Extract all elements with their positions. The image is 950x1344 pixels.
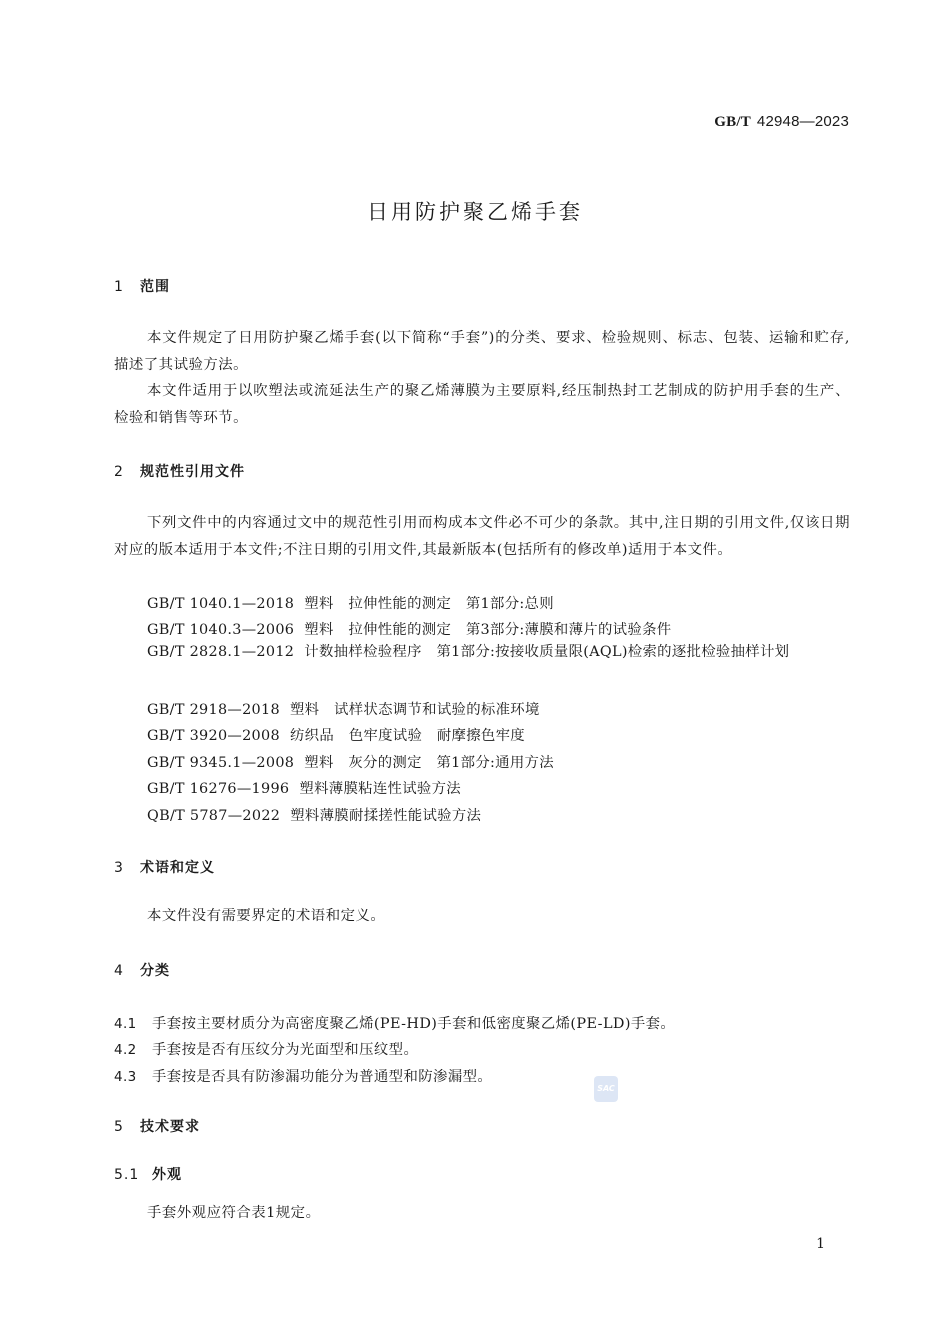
section-5-heading [114, 1116, 200, 1136]
clause-4-2 [114, 1038, 418, 1059]
reference-item [147, 804, 481, 825]
reference-item [147, 724, 525, 745]
document-title: 日用防护聚乙烯手套 [367, 200, 583, 224]
sac-watermark-logo: SAC [594, 1076, 618, 1102]
reference-code: GB/T 2828.1—2012 [147, 644, 295, 660]
reference-code: GB/T 16276—1996 [147, 781, 290, 797]
section-3-heading [114, 857, 215, 877]
reference-title: 塑料 拉伸性能的测定 第3部分:薄膜和薄片的试验条件 [304, 622, 672, 638]
standard-prefix: GB/T [714, 114, 751, 130]
section-title: 分类 [140, 963, 170, 979]
section-4-heading [114, 960, 170, 980]
reference-code: GB/T 1040.1—2018 [147, 596, 295, 612]
clause-text: 手套按是否有压纹分为光面型和压纹型。 [152, 1042, 419, 1058]
reference-item [147, 698, 540, 719]
clause-4-3 [114, 1065, 492, 1086]
clause-text: 手套按主要材质分为高密度聚乙烯(PE-HD)手套和低密度聚乙烯(PE-LD)手套。 [152, 1016, 676, 1032]
section-number: 5 [114, 1119, 124, 1135]
reference-code: GB/T 9345.1—2008 [147, 755, 295, 771]
reference-item [147, 592, 554, 613]
normative-references-intro: 下列文件中的内容通过文中的规范性引用而构成本文件必不可少的条款。其中,注日期的引用文件,仅该日期对应的版本适用于本文件;不注日期的引用文件,其最新版本(包括所有的修改单)适用于本文件。 [114, 515, 850, 558]
scope-paragraph-2: 本文件适用于以吹塑法或流延法生产的聚乙烯薄膜为主要原料,经压制热封工艺制成的防护用手套的生产、检验和销售等环节。 [114, 383, 850, 426]
section-title: 技术要求 [140, 1119, 200, 1135]
reference-code: GB/T 3920—2008 [147, 728, 280, 744]
reference-title: 计数抽样检验程序 第1部分:按接收质量限(AQL)检索的逐批检验抽样计划 [304, 644, 790, 660]
reference-title: 塑料薄膜耐揉搓性能试验方法 [290, 808, 482, 824]
reference-item [147, 777, 461, 798]
section-title: 术语和定义 [140, 860, 215, 876]
section-title: 范围 [140, 279, 170, 295]
page-number: 1 [816, 1236, 825, 1252]
section-title: 规范性引用文件 [140, 464, 245, 480]
reference-item [147, 618, 671, 639]
reference-title: 纺织品 色牢度试验 耐摩擦色牢度 [289, 728, 525, 744]
reference-title: 塑料 灰分的测定 第1部分:通用方法 [304, 755, 554, 771]
clause-number: 4.3 [114, 1069, 137, 1085]
reference-code: GB/T 2918—2018 [147, 702, 280, 718]
reference-item [147, 751, 554, 772]
section-1-heading [114, 276, 170, 296]
subsection-5-1-heading [114, 1164, 182, 1184]
clause-number: 4.2 [114, 1042, 137, 1058]
scope-paragraph-1: 本文件规定了日用防护聚乙烯手套(以下简称“手套”)的分类、要求、检验规则、标志、包装、运输和贮存,描述了其试验方法。 [114, 330, 850, 373]
reference-code: GB/T 1040.3—2006 [147, 622, 295, 638]
reference-title: 塑料 试样状态调节和试验的标准环境 [289, 702, 540, 718]
subsection-number: 5.1 [114, 1167, 140, 1183]
clause-number: 4.1 [114, 1016, 137, 1032]
reference-code: QB/T 5787—2022 [147, 808, 281, 824]
subsection-title: 外观 [152, 1167, 182, 1183]
reference-title: 塑料 拉伸性能的测定 第1部分:总则 [304, 596, 554, 612]
standard-number [714, 113, 849, 131]
clause-text: 手套按是否具有防渗漏功能分为普通型和防渗漏型。 [152, 1069, 493, 1085]
section-number: 1 [114, 279, 124, 295]
clause-4-1 [114, 1012, 675, 1033]
reference-title: 塑料薄膜粘连性试验方法 [299, 781, 461, 797]
section-number: 3 [114, 860, 124, 876]
standard-code: 42948—2023 [756, 113, 849, 130]
reference-item [114, 639, 850, 666]
section-number: 2 [114, 464, 124, 480]
appearance-paragraph: 手套外观应符合表1规定。 [147, 1205, 321, 1221]
terms-paragraph: 本文件没有需要界定的术语和定义。 [147, 908, 386, 924]
section-number: 4 [114, 963, 124, 979]
section-2-heading [114, 461, 245, 481]
